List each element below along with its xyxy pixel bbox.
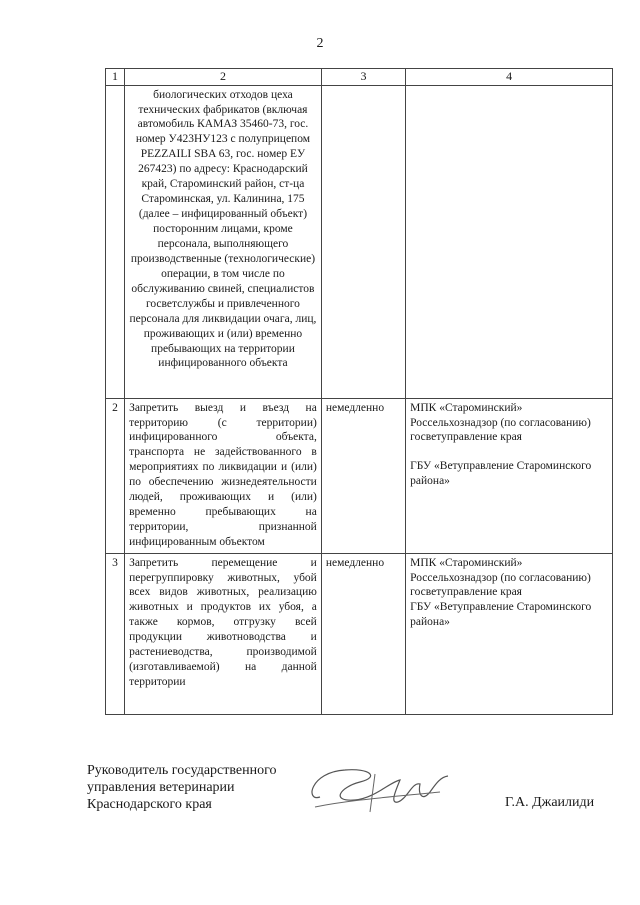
table-header-row bbox=[106, 69, 613, 86]
responsible-cell bbox=[406, 398, 613, 553]
position-line: Руководитель государственного bbox=[87, 763, 277, 778]
responsible-line: госветуправление края bbox=[410, 431, 522, 444]
measure-text: биологических отходов цеха технических фабрикатов (включая автомобиль КАМАЗ 35460-73, гос. номер У423НУ123 с полуприцепом PEZZAILI SBA 63, гос. номер ЕУ 267423) по адресу: Краснодарский край, Староминский район, ст-ца Староминская, ул. Калинина, 175 (далее – инфицированный объект) посторонним лицами, кроме персонала, выполняющего производственные (технологические) операции, в том числе по обслуживанию свиней, специалистов госветслужбы и привлеченного персонала для ликвидации очага, лиц, проживающих и (или) временно пребывающих на территории инфицированного объекта bbox=[129, 88, 317, 370]
header-col-1: 1 bbox=[106, 69, 125, 86]
table-row bbox=[106, 398, 613, 553]
responsible-gap bbox=[410, 445, 608, 459]
responsible-line: ГБУ «Ветуправление Староминского района» bbox=[410, 460, 592, 488]
position-line: управления ветеринарии bbox=[87, 780, 235, 796]
responsible-line: госветуправление края bbox=[410, 586, 522, 599]
row-number: 2 bbox=[106, 398, 125, 553]
responsible-line: Россельхознадзор (по согласованию) bbox=[410, 571, 591, 584]
page-number: 2 bbox=[316, 36, 324, 51]
responsible-cell bbox=[406, 85, 613, 398]
responsible-line: МПК «Староминский» bbox=[410, 401, 523, 414]
measures-table bbox=[105, 68, 613, 715]
table-row bbox=[106, 85, 613, 398]
header-col-3: 3 bbox=[321, 69, 405, 86]
measure-text: Запретить выезд и въезд на территорию (с территории) инфицированного объекта, транспорта не задействованного в мероприятиях по ликвидации и (или) по обеспечению жизнедеятельности людей, проживающих и (или) временно пребывающих на территории, признанной инфицированным объектом bbox=[129, 401, 317, 549]
header-col-4: 4 bbox=[406, 69, 613, 86]
term-cell: немедленно bbox=[321, 398, 405, 553]
term-cell: немедленно bbox=[321, 553, 405, 714]
position-line: Краснодарского края bbox=[87, 797, 212, 813]
responsible-cell bbox=[406, 553, 613, 714]
signer-name: Г.А. Джаилиди bbox=[505, 795, 595, 810]
measure-cell bbox=[125, 553, 322, 714]
row-number: 3 bbox=[106, 553, 125, 714]
handwritten-signature bbox=[300, 752, 450, 822]
header-col-2: 2 bbox=[125, 69, 322, 86]
responsible-line: ГБУ «Ветуправление Староминского района» bbox=[410, 601, 592, 629]
measure-cell bbox=[125, 85, 322, 398]
term-cell bbox=[321, 85, 405, 398]
responsible-line: Россельхознадзор (по согласованию) bbox=[410, 416, 591, 429]
table-row bbox=[106, 553, 613, 714]
measure-cell bbox=[125, 398, 322, 553]
row-number bbox=[106, 85, 125, 398]
measure-text: Запретить перемещение и перегруппировку животных, убой всех видов животных, реализацию животных и продуктов их убоя, а также кормов, отгрузку всей продукции животноводства и растениеводства, производимой (изготавливаемой) на данной территории bbox=[129, 556, 317, 689]
signatory-position bbox=[87, 762, 277, 813]
responsible-line: МПК «Староминский» bbox=[410, 556, 523, 569]
